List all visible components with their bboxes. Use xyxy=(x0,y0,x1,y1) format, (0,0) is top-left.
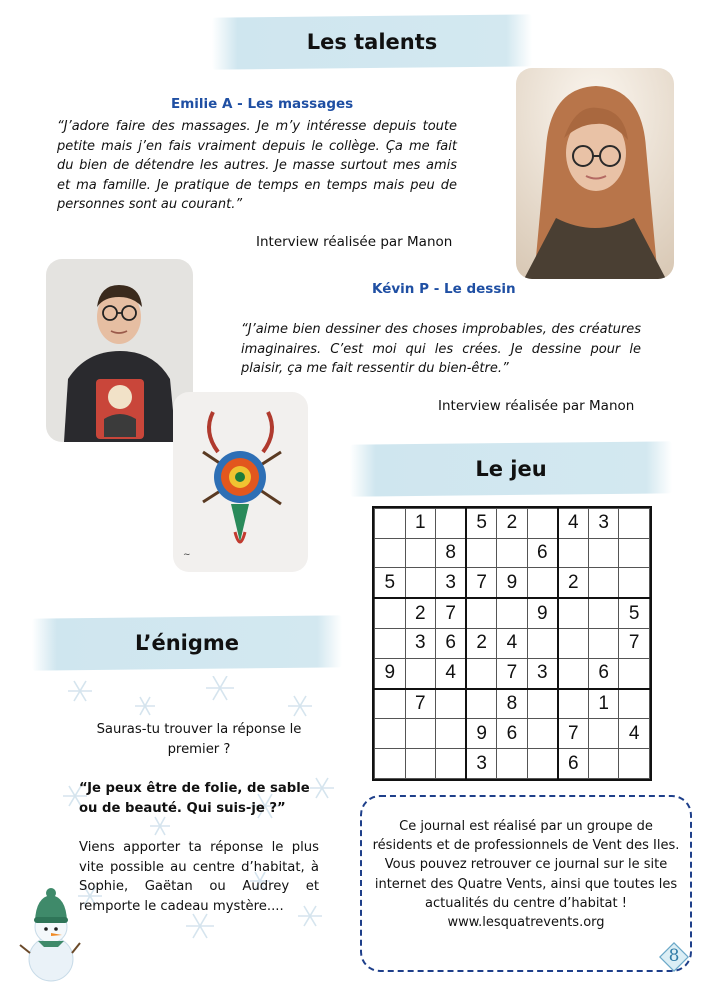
sudoku-cell[interactable] xyxy=(436,509,467,539)
sudoku-row xyxy=(375,658,650,688)
sudoku-cell[interactable] xyxy=(497,598,528,628)
sudoku-cell[interactable]: 4 xyxy=(558,509,589,539)
sudoku-cell[interactable] xyxy=(527,629,558,659)
sudoku-cell[interactable] xyxy=(497,749,528,779)
sudoku-cell[interactable] xyxy=(375,538,406,568)
sudoku-row xyxy=(375,629,650,659)
sudoku-cell[interactable]: 5 xyxy=(466,509,497,539)
sudoku-cell[interactable] xyxy=(527,719,558,749)
enigme-banner xyxy=(32,617,342,669)
sudoku-cell[interactable] xyxy=(619,658,650,688)
sudoku-cell[interactable] xyxy=(375,629,406,659)
sudoku-cell[interactable] xyxy=(405,658,436,688)
talents-banner xyxy=(212,16,532,68)
sudoku-cell[interactable] xyxy=(375,719,406,749)
sudoku-cell[interactable] xyxy=(558,658,589,688)
sudoku-cell[interactable]: 3 xyxy=(527,658,558,688)
sudoku-cell[interactable]: 6 xyxy=(558,749,589,779)
sudoku-row xyxy=(375,719,650,749)
sudoku-cell[interactable]: 6 xyxy=(436,629,467,659)
sudoku-cell[interactable]: 9 xyxy=(466,719,497,749)
sudoku-cell[interactable]: 3 xyxy=(405,629,436,659)
sudoku-cell[interactable] xyxy=(375,509,406,539)
sudoku-cell[interactable]: 9 xyxy=(527,598,558,628)
sudoku-cell[interactable]: 3 xyxy=(588,509,619,539)
emilie-credit: Interview réalisée par Manon xyxy=(256,234,453,250)
sudoku-cell[interactable]: 2 xyxy=(558,568,589,598)
emilie-photo xyxy=(516,68,674,279)
sudoku-cell[interactable]: 6 xyxy=(588,658,619,688)
emilie-quote: “J’adore faire des massages. Je m’y intéresse depuis toute petite mais j’en fais vraiment depuis le collège. Ça me fait du bien de détendre les autres. Je masse surtout mes amis et ma famille. Je pratique de temps en temps mais peu de personnes sont au courant.” xyxy=(57,119,457,213)
page-number-badge xyxy=(659,942,689,972)
info-box xyxy=(360,795,692,972)
sudoku-cell[interactable]: 2 xyxy=(466,629,497,659)
sudoku-cell[interactable] xyxy=(619,509,650,539)
sudoku-cell[interactable]: 7 xyxy=(436,598,467,628)
sudoku-cell[interactable]: 4 xyxy=(497,629,528,659)
sudoku-cell[interactable] xyxy=(466,538,497,568)
sudoku-cell[interactable] xyxy=(527,749,558,779)
sudoku-cell[interactable]: 6 xyxy=(527,538,558,568)
sudoku-cell[interactable] xyxy=(466,598,497,628)
sudoku-cell[interactable] xyxy=(588,719,619,749)
enigme-riddle: “Je peux être de folie, de sable ou de beauté. Qui suis-je ?” xyxy=(79,781,310,816)
sudoku-cell[interactable] xyxy=(619,749,650,779)
kevin-drawing-photo xyxy=(173,392,308,572)
sudoku-cell[interactable]: 5 xyxy=(619,598,650,628)
sudoku-cell[interactable] xyxy=(619,568,650,598)
sudoku-row xyxy=(375,689,650,719)
sudoku-cell[interactable] xyxy=(527,568,558,598)
sudoku-cell[interactable] xyxy=(588,568,619,598)
kevin-photo xyxy=(46,259,193,442)
sudoku-cell[interactable] xyxy=(558,629,589,659)
sudoku-cell[interactable]: 3 xyxy=(466,749,497,779)
sudoku-cell[interactable] xyxy=(558,689,589,719)
sudoku-cell[interactable] xyxy=(436,719,467,749)
kevin-credit: Interview réalisée par Manon xyxy=(438,398,635,414)
sudoku-cell[interactable] xyxy=(405,749,436,779)
sudoku-cell[interactable] xyxy=(588,749,619,779)
sudoku-cell[interactable] xyxy=(375,689,406,719)
snowman-icon xyxy=(18,883,82,983)
sudoku-cell[interactable] xyxy=(527,689,558,719)
sudoku-cell[interactable]: 7 xyxy=(405,689,436,719)
sudoku-cell[interactable] xyxy=(405,719,436,749)
sudoku-row xyxy=(375,509,650,539)
sudoku-cell[interactable] xyxy=(619,538,650,568)
info-url-link[interactable]: www.lesquatrevents.org xyxy=(447,915,605,931)
sudoku-cell[interactable]: 7 xyxy=(466,568,497,598)
emilie-heading: Emilie A - Les massages xyxy=(171,96,354,112)
sudoku-grid xyxy=(372,506,652,781)
sudoku-cell[interactable]: 5 xyxy=(375,568,406,598)
sudoku-cell[interactable]: 2 xyxy=(497,509,528,539)
sudoku-cell[interactable] xyxy=(497,538,528,568)
sudoku-row xyxy=(375,598,650,628)
sudoku-cell[interactable] xyxy=(558,598,589,628)
sudoku-cell[interactable]: 7 xyxy=(619,629,650,659)
sudoku-row xyxy=(375,749,650,779)
sudoku-cell[interactable] xyxy=(466,689,497,719)
sudoku-row xyxy=(375,538,650,568)
info-text-2: Vous pouvez retrouver ce journal sur le site internet des Quatre Vents, ainsi que toutes les actualités du centre d’habitat ! xyxy=(374,857,678,911)
jeu-title: Le jeu xyxy=(475,457,547,481)
sudoku-cell[interactable]: 3 xyxy=(436,568,467,598)
sudoku-cell[interactable]: 7 xyxy=(497,658,528,688)
sudoku-cell[interactable]: 9 xyxy=(497,568,528,598)
sudoku-cell[interactable] xyxy=(405,568,436,598)
sudoku-cell[interactable] xyxy=(436,749,467,779)
enigme-instructions: Viens apporter ta réponse le plus vite possible au centre d’habitat, à Sophie, Gaëtan ou Audrey et remporte le cadeau mystère.... xyxy=(79,840,319,914)
sudoku-cell[interactable]: 2 xyxy=(405,598,436,628)
sudoku-cell[interactable]: 6 xyxy=(497,719,528,749)
sudoku-cell[interactable] xyxy=(466,658,497,688)
sudoku-cell[interactable] xyxy=(558,538,589,568)
kevin-quote: “J’aime bien dessiner des choses improbables, des créatures imaginaires. C’est moi qui les crées. Je dessine pour le plaisir, ça me fait ressentir du bien-être.” xyxy=(241,322,641,377)
sudoku-cell[interactable]: 1 xyxy=(588,689,619,719)
sudoku-cell[interactable]: 4 xyxy=(619,719,650,749)
sudoku-cell[interactable]: 8 xyxy=(497,689,528,719)
sudoku-cell[interactable] xyxy=(588,538,619,568)
sudoku-cell[interactable] xyxy=(527,509,558,539)
sudoku-cell[interactable] xyxy=(375,598,406,628)
talents-title: Les talents xyxy=(306,30,438,54)
sudoku-cell[interactable] xyxy=(619,689,650,719)
sudoku-cell[interactable]: 4 xyxy=(436,658,467,688)
sudoku-cell[interactable]: 9 xyxy=(375,658,406,688)
sudoku-cell[interactable]: 7 xyxy=(558,719,589,749)
info-text-1: Ce journal est réalisé par un groupe de résidents et de professionnels de Vent des Iles. xyxy=(372,819,680,854)
sudoku-row xyxy=(375,568,650,598)
enigme-intro: Sauras-tu trouver la réponse le premier ? xyxy=(96,722,302,757)
page-number: 8 xyxy=(668,946,680,966)
kevin-heading: Kévin P - Le dessin xyxy=(372,281,516,297)
jeu-banner xyxy=(350,443,672,495)
enigme-title: L’énigme xyxy=(134,631,240,655)
sudoku-cell[interactable] xyxy=(436,689,467,719)
sudoku-cell[interactable]: 8 xyxy=(436,538,467,568)
svg-text:~: ~ xyxy=(183,550,191,560)
sudoku-cell[interactable] xyxy=(405,538,436,568)
sudoku-cell[interactable] xyxy=(588,629,619,659)
sudoku-cell[interactable] xyxy=(588,598,619,628)
sudoku-cell[interactable] xyxy=(375,749,406,779)
sudoku-cell[interactable]: 1 xyxy=(405,509,436,539)
